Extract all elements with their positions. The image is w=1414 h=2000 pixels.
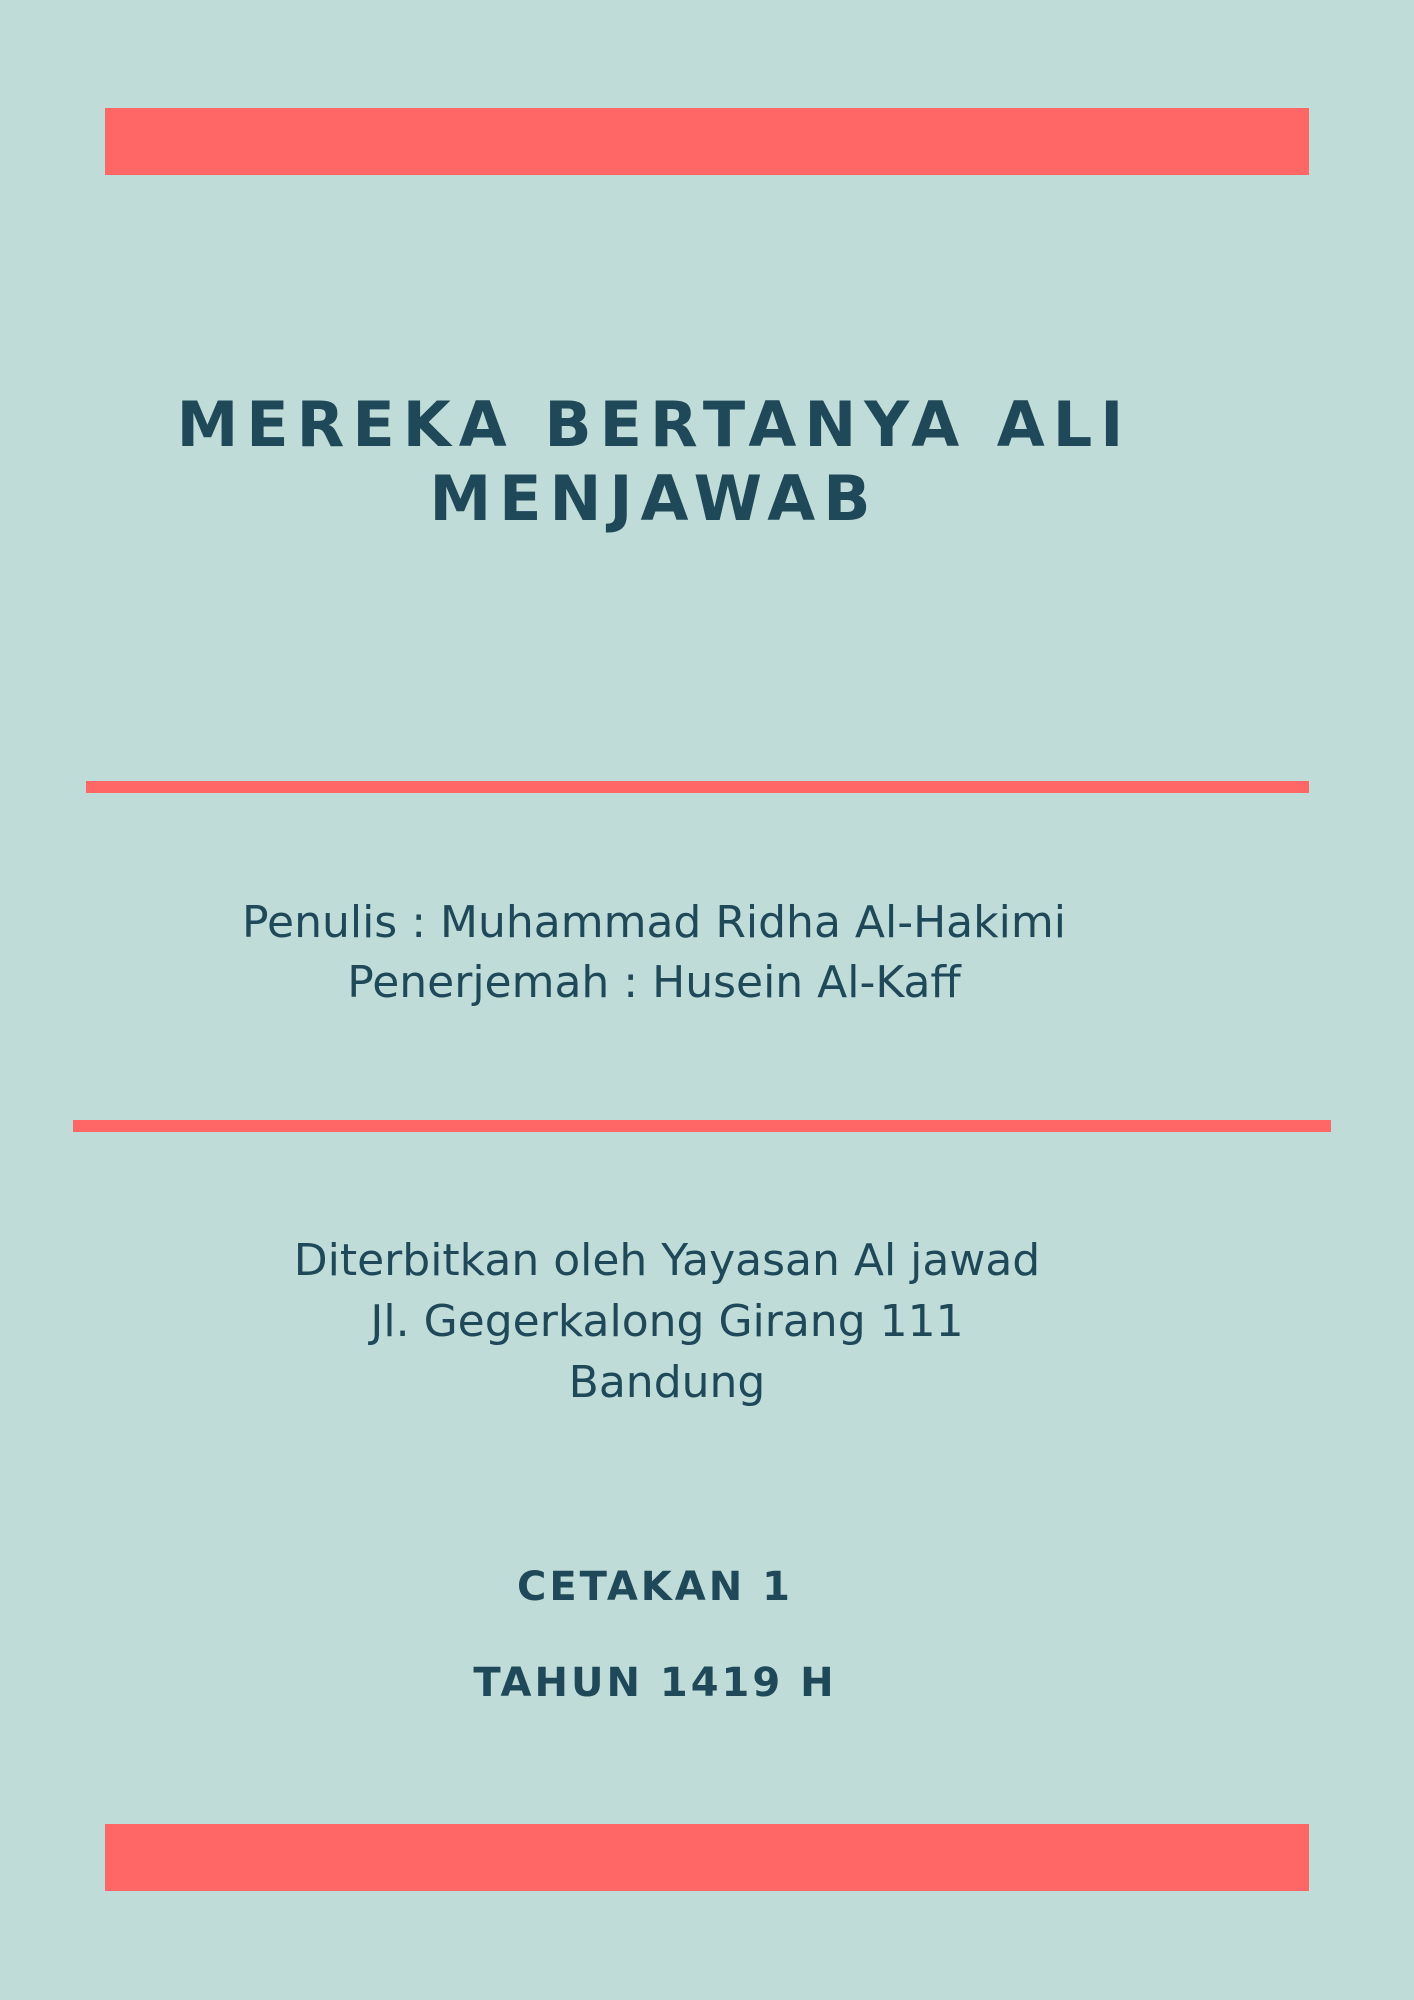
publisher-city: Bandung (568, 1357, 766, 1408)
publisher-address: Jl. Gegerkalong Girang 111 (370, 1296, 964, 1347)
title-line-1: MEREKA BERTANYA ALI (176, 388, 1132, 461)
edition-label: CETAKAN 1 (516, 1564, 793, 1610)
book-title (0, 388, 1308, 536)
publisher-name: Diterbitkan oleh Yayasan Al jawad (293, 1235, 1041, 1286)
divider-line-lower (73, 1120, 1331, 1132)
divider-line-upper (86, 781, 1309, 793)
translator-line: Penerjemah : Husein Al-Kaff (347, 957, 961, 1008)
year-label: TAHUN 1419 H (473, 1660, 837, 1706)
credits-block (0, 893, 1308, 1013)
bottom-accent-bar (105, 1824, 1309, 1891)
title-line-2: MENJAWAB (429, 462, 879, 535)
top-accent-bar (105, 108, 1309, 175)
author-line: Penulis : Muhammad Ridha Al-Hakimi (242, 897, 1066, 948)
publisher-block (0, 1230, 1334, 1413)
